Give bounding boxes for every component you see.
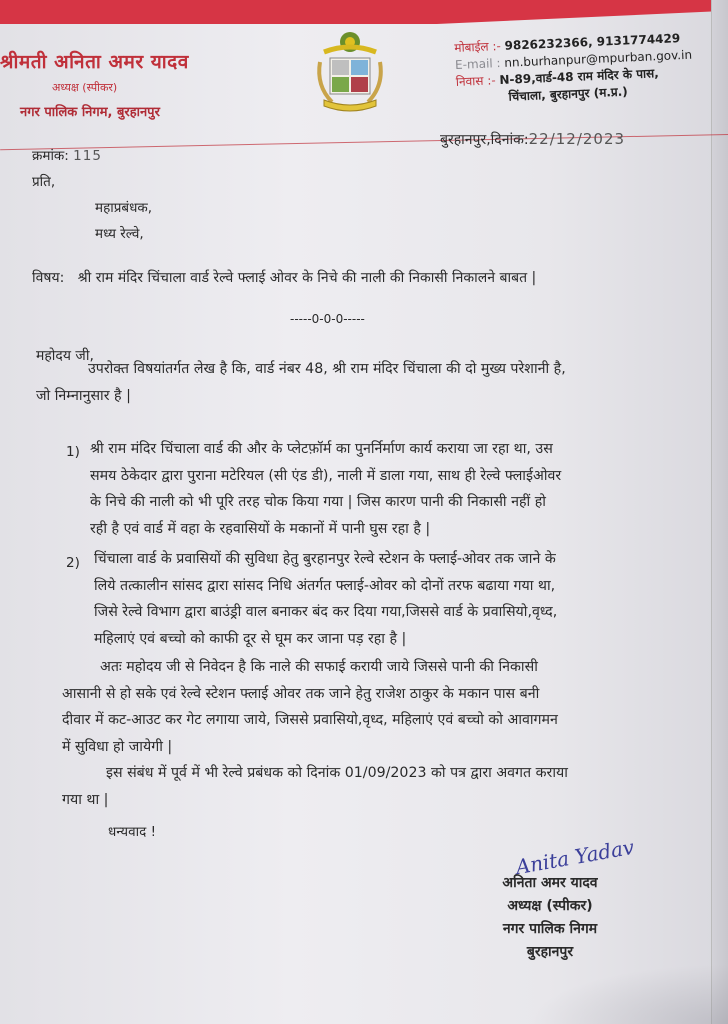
letterhead-red-band [0, 0, 728, 24]
request-line: आसानी से हो सके एवं रेल्वे स्टेशन फ्लाई ओवर तक जाने हेतु राजेश ठाकुर के मकान पास बनी [62, 685, 540, 702]
email-value[interactable]: nn.burhanpur@mpurban.gov.in [504, 47, 693, 70]
point-number: 2) [66, 555, 80, 571]
subject [32, 268, 536, 287]
point-line: लिये तत्कालीन सांसद द्वारा सांसद निधि अंतर्गत फ्लाई-ओवर को दोनों तरफ बढाया गया था, [94, 577, 556, 594]
intro-line: जो निम्नानुसार है | [36, 387, 131, 404]
recipient-line2: मध्य रेल्वे, [95, 226, 144, 242]
point-line: रही है एवं वार्ड में वहा के रहवासियों के मकानों में पानी घुस रहा है | [90, 520, 431, 537]
page-shadow [528, 964, 728, 1024]
request-line: में सुविधा हो जायेगी | [62, 738, 173, 755]
request-paragraph [62, 654, 558, 760]
place-date-label: बुरहानपुर,दिनांक: [440, 132, 529, 148]
request-line: अतः महोदय जी से निवेदन है कि नाले की सफाई करायी जाये जिससे पानी की निकासी [100, 659, 538, 675]
email-label: E-mail : [454, 55, 501, 72]
closing: धन्यवाद ! [108, 824, 156, 840]
recipient-to: प्रति, [32, 174, 56, 190]
point-1 [90, 436, 561, 542]
intro-line: उपरोक्त विषयांतर्गत लेख है कि, वार्ड नंबर 48, श्री राम मंदिर चिंचाला की दो मुख्य परेशानी है, [88, 361, 566, 377]
prior-notice-line: गया था | [62, 791, 109, 808]
reference-label: क्रमांक: [32, 148, 69, 164]
date-value: 22/12/2023 [528, 130, 626, 148]
reference-value: 115 [73, 148, 102, 164]
subject-label: विषय: [32, 270, 65, 286]
point-line: चिंचाला वार्ड के प्रवासियों की सुविधा हेतु बुरहानपुर रेल्वे स्टेशन के फ्लाई-ओवर तक जाने के [94, 551, 556, 567]
letterhead-name: श्रीमती अनिता अमर यादव [0, 51, 189, 73]
letterhead-organization: नगर पालिक निगम, बुरहानपुर [20, 105, 160, 120]
municipal-emblem-icon [310, 28, 390, 116]
address-label: निवास :- [455, 73, 496, 89]
signature-block [470, 872, 630, 964]
point-line: के निचे की नाली को भी पूरि तरह चोक किया गया | जिस कारण पानी की निकासी नहीं हो [90, 494, 546, 510]
prior-notice-paragraph [62, 760, 568, 813]
signatory-title: अध्यक्ष (स्पीकर) [507, 898, 593, 914]
separator: -----0-0-0----- [290, 312, 365, 326]
request-line: दीवार में कट-आउट कर गेट लगाया जाये, जिससे प्रवासियो,वृध्द, महिलाएं एवं बच्चो को आवागमन [62, 712, 558, 728]
handwritten-signature: Anita Yadav [513, 834, 636, 880]
point-line: महिलाएं एवं बच्चो को काफी दूर से घूम कर जाना पड़ रहा है | [94, 630, 407, 647]
point-2 [94, 546, 557, 652]
prior-notice-line: इस संबंध में पूर्व में भी रेल्वे प्रबंधक को दिनांक 01/09/2023 को पत्र द्वारा अवगत कराया [106, 765, 568, 781]
signatory-city: बुरहानपुर [526, 944, 574, 960]
mobile-label: मोबाईल :- [454, 38, 502, 55]
intro-paragraph [36, 356, 566, 409]
contact-block [454, 30, 694, 108]
point-line: श्री राम मंदिर चिंचाला वार्ड की और के प्लेटफ़ॉर्म का पुनर्निर्माण कार्य कराया जा रहा था, उस [90, 441, 553, 457]
page-edge [711, 0, 728, 1024]
place-date [440, 130, 625, 149]
subject-text: श्री राम मंदिर चिंचाला वार्ड रेल्वे फ्लाई ओवर के निचे की नाली की निकासी निकालने बाबत | [77, 270, 537, 286]
address-line2: चिंचाला, बुरहानपुर (म.प्र.) [508, 84, 629, 104]
mobile-value: 9826232366, 9131774429 [504, 31, 681, 53]
recipient-line1: महाप्रबंधक, [95, 200, 153, 216]
reference-number [32, 146, 102, 164]
point-line: समय ठेकेदार द्वारा पुराना मटेरियल (सी एंड डी), नाली में डाला गया, साथ ही रेल्वे फ्लाईओवर [90, 467, 562, 484]
signatory-org: नगर पालिक निगम [502, 921, 598, 937]
address-line1: N-89,वार्ड-48 राम मंदिर के पास, [499, 66, 660, 88]
point-line: जिसे रेल्वे विभाग द्वारा बाउंड्री वाल बनाकर बंद कर दिया गया,जिससे वार्ड के प्रवासियो,वृध्द, [94, 604, 558, 620]
point-number: 1) [66, 444, 80, 460]
letterhead-role: अध्यक्ष (स्पीकर) [52, 81, 118, 94]
salutation: महोदय जी, [36, 348, 94, 364]
signatory-name: अनिता अमर यादव [502, 875, 598, 891]
